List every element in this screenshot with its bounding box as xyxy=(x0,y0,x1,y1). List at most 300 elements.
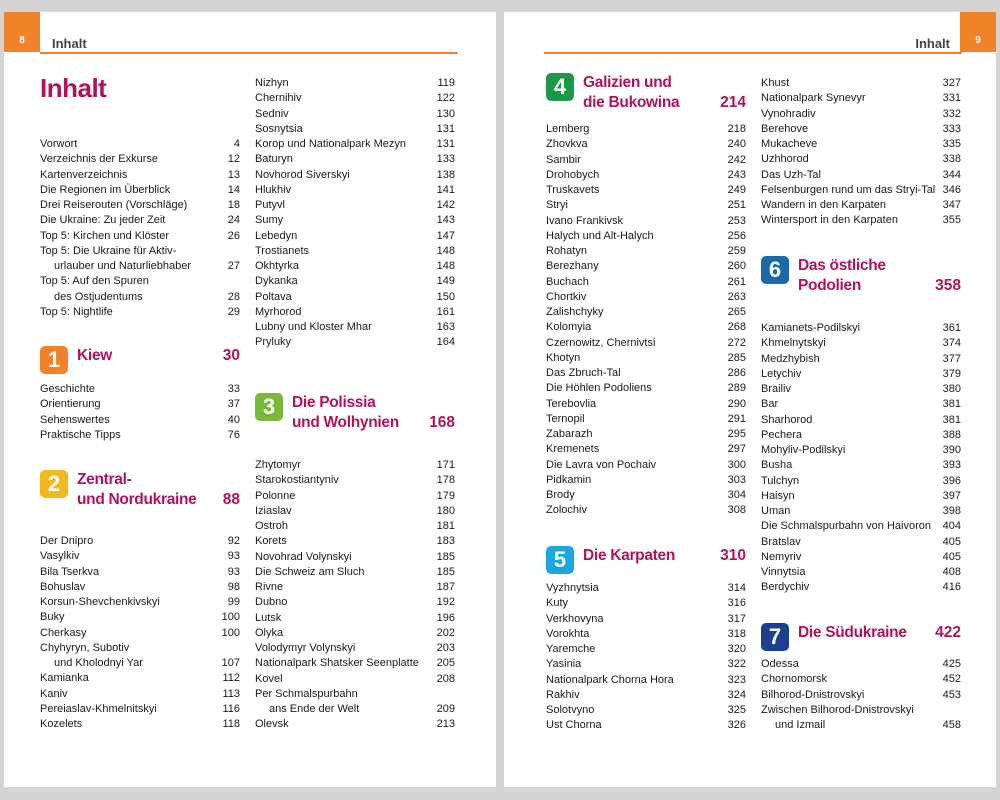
toc-entry[interactable] xyxy=(40,229,240,244)
toc-entry-page: 208 xyxy=(436,672,455,685)
toc-entry-page: 303 xyxy=(727,473,746,486)
toc-entry-page: 148 xyxy=(436,244,455,257)
running-header-left: Inhalt xyxy=(52,36,87,51)
toc-entry-title: Nizhyn xyxy=(255,77,289,89)
toc-entry[interactable] xyxy=(255,550,455,565)
toc-entry[interactable] xyxy=(761,352,961,367)
toc-entry[interactable] xyxy=(761,137,961,152)
chapter-1-list xyxy=(40,382,240,443)
toc-entry-title: Zabarazh xyxy=(546,428,593,440)
toc-entry-title: Die Lavra von Pochaiv xyxy=(546,458,657,471)
toc-entry[interactable] xyxy=(546,703,746,718)
toc-entry-title: Zhytomyr xyxy=(255,459,301,471)
toc-entry-title: Geschichte xyxy=(40,383,96,395)
chapter-3-list xyxy=(255,458,455,733)
toc-entry-title: Czernowitz, Chernivtsi xyxy=(546,336,656,349)
chapter-5-list xyxy=(546,581,746,734)
toc-entry[interactable] xyxy=(255,152,455,167)
toc-entry[interactable] xyxy=(40,717,240,732)
toc-entry-title: Der Dnipro xyxy=(40,535,94,547)
toc-entry[interactable] xyxy=(255,305,455,320)
toc-entry[interactable] xyxy=(546,336,746,351)
toc-entry[interactable] xyxy=(255,626,455,641)
toc-entry[interactable] xyxy=(40,168,240,183)
toc-entry-page: 390 xyxy=(942,444,961,456)
toc-entry-page: 268 xyxy=(727,321,746,334)
toc-entry[interactable] xyxy=(761,474,961,489)
toc-entry[interactable] xyxy=(546,427,746,442)
toc-entry[interactable] xyxy=(255,702,455,717)
toc-entry[interactable] xyxy=(255,107,455,122)
toc-entry-title: Lubny und Kloster Mhar xyxy=(255,321,372,333)
toc-entry[interactable] xyxy=(255,137,455,152)
toc-entry-page: 291 xyxy=(727,412,746,425)
toc-entry-title: Vorokhta xyxy=(546,627,590,640)
toc-entry-title: Die Schmalspurbahn von Haivoron xyxy=(761,520,931,533)
toc-entry-page: 338 xyxy=(942,153,961,166)
toc-entry-page: 213 xyxy=(436,718,455,731)
toc-entry[interactable] xyxy=(546,718,746,733)
toc-entry[interactable] xyxy=(761,428,961,443)
toc-entry[interactable] xyxy=(40,183,240,198)
toc-entry-title: Trostianets xyxy=(255,244,310,257)
chapter-1-heading[interactable] xyxy=(40,346,240,374)
toc-entry-page: 130 xyxy=(436,107,455,120)
toc-entry[interactable] xyxy=(40,534,240,549)
toc-entry-title: Die Ukraine: Zu jeder Zeit xyxy=(40,214,166,227)
toc-entry[interactable] xyxy=(255,259,455,274)
toc-entry[interactable] xyxy=(546,305,746,320)
toc-entry[interactable] xyxy=(761,183,961,198)
toc-entry[interactable] xyxy=(546,627,746,642)
toc-entry[interactable] xyxy=(546,229,746,244)
toc-entry[interactable] xyxy=(255,611,455,626)
toc-entry-title: Vyzhnytsia xyxy=(546,582,599,594)
toc-entry[interactable] xyxy=(761,504,961,519)
chapter-4-title-line2: die Bukowina xyxy=(583,94,680,111)
toc-entry-page: 265 xyxy=(727,306,746,318)
toc-entry[interactable] xyxy=(40,413,240,428)
toc-entry[interactable] xyxy=(546,351,746,366)
toc-entry-page: 12 xyxy=(227,153,240,166)
toc-entry-title: Berdychiv xyxy=(761,581,810,594)
toc-entry[interactable] xyxy=(40,610,240,625)
toc-entry-page: 24 xyxy=(227,214,240,227)
toc-entry[interactable] xyxy=(40,244,240,259)
toc-entry-page: 183 xyxy=(436,535,455,548)
toc-entry-title: Cherkasy xyxy=(40,626,87,639)
toc-entry-page: 99 xyxy=(227,596,240,608)
chapter-6-list xyxy=(761,321,961,596)
toc-entry[interactable] xyxy=(546,488,746,503)
toc-entry[interactable] xyxy=(255,519,455,534)
toc-entry-page: 344 xyxy=(942,168,961,181)
toc-entry[interactable] xyxy=(761,198,961,213)
toc-entry[interactable] xyxy=(761,703,961,718)
toc-entry[interactable] xyxy=(255,198,455,213)
toc-entry[interactable] xyxy=(546,596,746,611)
page-number-right: 9 xyxy=(960,12,996,52)
toc-entry-page: 26 xyxy=(227,229,240,242)
toc-entry-page: 187 xyxy=(436,581,455,593)
chapter-1-badge: 1 xyxy=(40,346,68,374)
chapter-5-page: 310 xyxy=(720,547,746,564)
toc-entry[interactable] xyxy=(546,673,746,688)
chapter-7-title: Die Südukraine xyxy=(798,624,907,641)
toc-entry-page: 180 xyxy=(436,504,455,517)
toc-entry-title: urlauber und Naturliebhaber xyxy=(54,260,191,272)
toc-entry-page: 297 xyxy=(727,443,746,456)
toc-entry[interactable] xyxy=(761,91,961,106)
toc-entry[interactable] xyxy=(255,290,455,305)
toc-entry-page: 149 xyxy=(436,275,455,288)
toc-entry-title: Poltava xyxy=(255,290,292,303)
toc-entry-page: 285 xyxy=(727,351,746,364)
toc-entry-page: 314 xyxy=(727,582,746,594)
toc-entry[interactable] xyxy=(255,672,455,687)
toc-entry-title: Verzeichnis der Exkurse xyxy=(40,153,158,166)
toc-entry-title: und Kholodnyi Yar xyxy=(54,657,143,669)
chapter-5-title: Die Karpaten xyxy=(583,547,676,564)
toc-entry[interactable] xyxy=(255,595,455,610)
toc-entry[interactable] xyxy=(255,534,455,549)
toc-entry-page: 324 xyxy=(727,688,746,701)
toc-entry-title: Ternopil xyxy=(546,412,585,425)
toc-entry[interactable] xyxy=(546,168,746,183)
toc-entry[interactable] xyxy=(546,642,746,657)
toc-entry-page: 138 xyxy=(436,168,455,181)
toc-entry[interactable] xyxy=(761,382,961,397)
chapter-1-page: 30 xyxy=(222,347,240,364)
toc-entry[interactable] xyxy=(546,320,746,335)
toc-entry[interactable] xyxy=(546,688,746,703)
toc-entry[interactable] xyxy=(761,152,961,167)
toc-entry[interactable] xyxy=(546,198,746,213)
toc-entry-title: Yasinia xyxy=(546,658,582,671)
chapter-6-badge: 6 xyxy=(761,256,789,284)
toc-entry-page: 76 xyxy=(227,428,240,441)
toc-entry-title: Top 5: Auf den Spuren xyxy=(40,275,149,288)
toc-entry[interactable] xyxy=(761,489,961,504)
toc-entry-title: Yaremche xyxy=(546,643,596,655)
toc-entry-page: 405 xyxy=(942,550,961,563)
chapter-2-list-cont xyxy=(255,76,455,351)
toc-entry[interactable] xyxy=(761,458,961,473)
toc-entry-page: 148 xyxy=(436,260,455,272)
toc-entry-title: Lebedyn xyxy=(255,229,298,242)
toc-entry-title: Sambir xyxy=(546,153,581,166)
right-page xyxy=(504,12,996,787)
toc-entry-title: Dykanka xyxy=(255,275,298,288)
toc-entry-title: des Ostjudentums xyxy=(54,290,143,303)
toc-entry[interactable] xyxy=(546,137,746,152)
toc-entry[interactable] xyxy=(255,122,455,137)
toc-entry[interactable] xyxy=(546,214,746,229)
chapter-4-page: 214 xyxy=(720,94,746,111)
toc-entry-title: Kaniv xyxy=(40,687,68,700)
toc-entry[interactable] xyxy=(761,336,961,351)
toc-entry[interactable] xyxy=(40,397,240,412)
toc-entry-page: 272 xyxy=(727,336,746,349)
toc-entry[interactable] xyxy=(761,672,961,687)
toc-entry[interactable] xyxy=(40,428,240,443)
toc-entry-page: 453 xyxy=(942,688,961,701)
toc-entry[interactable] xyxy=(546,366,746,381)
toc-entry-page: 347 xyxy=(942,199,961,211)
toc-entry-page: 40 xyxy=(227,413,240,426)
toc-entry[interactable] xyxy=(40,259,240,274)
toc-entry-page: 147 xyxy=(436,229,455,242)
toc-entry[interactable] xyxy=(761,718,961,733)
toc-entry-title: Khotyn xyxy=(546,351,581,364)
toc-entry-page: 171 xyxy=(436,459,455,471)
toc-entry[interactable] xyxy=(255,458,455,473)
toc-entry[interactable] xyxy=(40,565,240,580)
toc-entry[interactable] xyxy=(761,565,961,580)
toc-entry-title: Zwischen Bilhorod-Dnistrovskyi xyxy=(761,703,914,716)
toc-entry[interactable] xyxy=(546,581,746,596)
toc-entry[interactable] xyxy=(546,290,746,305)
toc-entry-title: Olyka xyxy=(255,626,284,639)
toc-entry[interactable] xyxy=(40,274,240,289)
toc-entry-title: Die Höhlen Podoliens xyxy=(546,382,652,395)
toc-entry-title: Khust xyxy=(761,77,790,89)
toc-entry[interactable] xyxy=(255,91,455,106)
toc-entry[interactable] xyxy=(255,76,455,91)
chapter-5-list-cont xyxy=(761,76,961,229)
toc-entry-title: Berehove xyxy=(761,122,809,135)
chapter-4-heading[interactable] xyxy=(546,73,746,113)
toc-entry[interactable] xyxy=(761,397,961,412)
toc-entry-title: Brody xyxy=(546,489,575,501)
toc-entry-page: 300 xyxy=(727,458,746,471)
header-rule-right xyxy=(544,52,962,54)
toc-entry-page: 100 xyxy=(221,611,240,624)
toc-entry[interactable] xyxy=(761,168,961,183)
chapter-6-title-line1: Das östliche xyxy=(798,257,886,274)
toc-entry[interactable] xyxy=(255,244,455,259)
toc-entry-page: 33 xyxy=(227,383,240,395)
toc-entry-title: Nemyriv xyxy=(761,550,802,563)
toc-entry-title: Novohrad Volynskyi xyxy=(255,550,352,563)
toc-entry[interactable] xyxy=(255,580,455,595)
toc-entry-page: 381 xyxy=(942,398,961,411)
toc-entry[interactable] xyxy=(761,550,961,565)
toc-entry[interactable] xyxy=(40,198,240,213)
toc-entry[interactable] xyxy=(255,504,455,519)
toc-entry[interactable] xyxy=(40,671,240,686)
toc-entry-page: 289 xyxy=(727,382,746,395)
toc-entry[interactable] xyxy=(255,320,455,335)
toc-entry[interactable] xyxy=(761,688,961,703)
toc-entry-title: Bilhorod-Dnistrovskyi xyxy=(761,688,865,701)
toc-entry[interactable] xyxy=(546,275,746,290)
toc-entry[interactable] xyxy=(255,183,455,198)
toc-entry-title: Korsun-Shevchenkivskyi xyxy=(40,596,160,608)
chapter-2-heading[interactable] xyxy=(40,470,240,510)
toc-entry-page: 396 xyxy=(942,474,961,487)
toc-entry-page: 333 xyxy=(942,122,961,135)
toc-entry-title: Wandern in den Karpaten xyxy=(761,199,886,211)
toc-entry[interactable] xyxy=(761,413,961,428)
toc-entry-page: 98 xyxy=(227,580,240,593)
header-rule-left xyxy=(40,52,458,54)
toc-entry[interactable] xyxy=(546,503,746,518)
toc-entry[interactable] xyxy=(546,183,746,198)
toc-entry-page: 242 xyxy=(727,153,746,166)
toc-entry-page: 181 xyxy=(436,520,455,532)
chapter-6-page: 358 xyxy=(935,277,961,294)
chapter-7-page: 422 xyxy=(935,624,961,641)
toc-entry-title: Ust Chorna xyxy=(546,719,602,732)
chapter-4-badge: 4 xyxy=(546,73,574,101)
toc-entry[interactable] xyxy=(761,107,961,122)
toc-entry-page: 308 xyxy=(727,504,746,517)
chapter-4-list xyxy=(546,122,746,519)
toc-entry-page: 192 xyxy=(436,596,455,609)
toc-entry[interactable] xyxy=(255,656,455,671)
toc-entry[interactable] xyxy=(255,565,455,580)
toc-entry-page: 397 xyxy=(942,489,961,502)
toc-entry[interactable] xyxy=(255,717,455,732)
toc-entry-title: Verkhovyna xyxy=(546,612,604,625)
toc-entry-page: 27 xyxy=(227,260,240,272)
toc-entry-title: Mohyliv-Podilskyi xyxy=(761,444,846,456)
toc-entry[interactable] xyxy=(546,657,746,672)
toc-entry[interactable] xyxy=(40,213,240,228)
toc-entry-title: Dubno xyxy=(255,596,288,609)
toc-entry[interactable] xyxy=(40,152,240,167)
toc-entry[interactable] xyxy=(255,335,455,350)
toc-entry[interactable] xyxy=(761,321,961,336)
toc-entry-title: Solotvyno xyxy=(546,704,595,716)
toc-entry[interactable] xyxy=(761,367,961,382)
chapter-2-title-line2: und Nordukraine xyxy=(77,491,197,508)
toc-entry[interactable] xyxy=(255,213,455,228)
toc-entry[interactable] xyxy=(255,687,455,702)
toc-entry[interactable] xyxy=(761,76,961,91)
toc-entry[interactable] xyxy=(546,442,746,457)
toc-entry[interactable] xyxy=(40,382,240,397)
toc-entry[interactable] xyxy=(761,443,961,458)
toc-entry-title: Sehenswertes xyxy=(40,413,110,426)
toc-entry[interactable] xyxy=(40,290,240,305)
toc-entry-page: 325 xyxy=(727,704,746,716)
toc-entry-page: 379 xyxy=(942,367,961,380)
toc-entry-title: Okhtyrka xyxy=(255,260,300,272)
toc-entry-title: Olevsk xyxy=(255,718,289,731)
toc-entry[interactable] xyxy=(40,137,240,152)
toc-entry[interactable] xyxy=(761,213,961,228)
toc-entry-page: 251 xyxy=(727,199,746,212)
chapter-3-page: 168 xyxy=(429,414,455,431)
toc-entry-title: Bila Tserkva xyxy=(40,565,100,578)
chapter-2-title-line1: Zentral- xyxy=(77,471,132,488)
toc-entry-title: Vorwort xyxy=(40,138,78,150)
toc-entry[interactable] xyxy=(255,168,455,183)
toc-entry-page: 327 xyxy=(942,77,961,89)
toc-entry-title: Putyvl xyxy=(255,199,285,211)
toc-entry-title: Iziaslav xyxy=(255,504,292,517)
toc-entry-page: 142 xyxy=(436,199,455,211)
toc-entry[interactable] xyxy=(40,549,240,564)
toc-entry[interactable] xyxy=(546,259,746,274)
toc-entry[interactable] xyxy=(40,595,240,610)
toc-entry-title: Kuty xyxy=(546,597,569,610)
toc-entry-title: Bratslav xyxy=(761,535,801,548)
toc-entry[interactable] xyxy=(40,656,240,671)
toc-entry-title: Novhorod Siverskyi xyxy=(255,168,350,181)
toc-entry-title: Chernihiv xyxy=(255,92,302,105)
toc-entry-page: 93 xyxy=(227,550,240,563)
toc-entry-title: Vynohradiv xyxy=(761,107,816,120)
toc-entry-page: 185 xyxy=(436,550,455,563)
toc-entry-page: 458 xyxy=(942,719,961,731)
toc-entry-page: 122 xyxy=(436,92,455,105)
toc-entry[interactable] xyxy=(546,458,746,473)
toc-entry[interactable] xyxy=(761,580,961,595)
toc-entry[interactable] xyxy=(255,274,455,289)
toc-entry[interactable] xyxy=(761,519,961,534)
toc-entry[interactable] xyxy=(546,244,746,259)
toc-entry-title: Truskavets xyxy=(546,184,600,196)
toc-entry[interactable] xyxy=(546,397,746,412)
chapter-3-heading[interactable] xyxy=(255,393,455,433)
toc-entry[interactable] xyxy=(255,641,455,656)
toc-entry[interactable] xyxy=(40,580,240,595)
toc-entry[interactable] xyxy=(546,153,746,168)
toc-entry-title: Die Schweiz am Sluch xyxy=(255,565,365,578)
toc-entry[interactable] xyxy=(255,489,455,504)
toc-entry[interactable] xyxy=(255,229,455,244)
toc-entry[interactable] xyxy=(40,687,240,702)
toc-entry-title: Praktische Tipps xyxy=(40,428,121,441)
toc-entry-page: 29 xyxy=(227,305,240,318)
toc-entry-title: Uzhhorod xyxy=(761,153,809,166)
chapter-7-heading[interactable] xyxy=(761,623,961,651)
running-header-right: Inhalt xyxy=(915,36,950,51)
toc-entry[interactable] xyxy=(40,305,240,320)
toc-entry[interactable] xyxy=(255,473,455,488)
toc-entry[interactable] xyxy=(40,626,240,641)
toc-entry[interactable] xyxy=(546,381,746,396)
chapter-2-list xyxy=(40,534,240,732)
toc-entry-title: Sharhorod xyxy=(761,413,813,426)
chapter-5-heading[interactable] xyxy=(546,546,746,574)
toc-entry[interactable] xyxy=(546,122,746,137)
toc-entry[interactable] xyxy=(546,612,746,627)
toc-entry-page: 416 xyxy=(942,581,961,594)
chapter-6-heading[interactable] xyxy=(761,256,961,296)
toc-entry-title: ans Ende der Welt xyxy=(269,703,360,715)
toc-entry-page: 100 xyxy=(221,626,240,639)
toc-entry-page: 381 xyxy=(942,413,961,426)
toc-entry[interactable] xyxy=(40,641,240,656)
toc-entry[interactable] xyxy=(546,473,746,488)
toc-entry[interactable] xyxy=(40,702,240,717)
toc-entry-page: 452 xyxy=(942,673,961,686)
toc-entry-page: 14 xyxy=(227,183,240,196)
toc-entry[interactable] xyxy=(761,535,961,550)
toc-entry[interactable] xyxy=(546,412,746,427)
toc-entry-page: 404 xyxy=(942,520,961,533)
toc-entry-title: Uman xyxy=(761,505,791,517)
toc-entry-page: 119 xyxy=(437,77,455,89)
toc-entry-title: Hlukhiv xyxy=(255,183,292,196)
toc-entry[interactable] xyxy=(761,122,961,137)
toc-entry[interactable] xyxy=(761,657,961,672)
chapter-6-title xyxy=(798,256,935,296)
